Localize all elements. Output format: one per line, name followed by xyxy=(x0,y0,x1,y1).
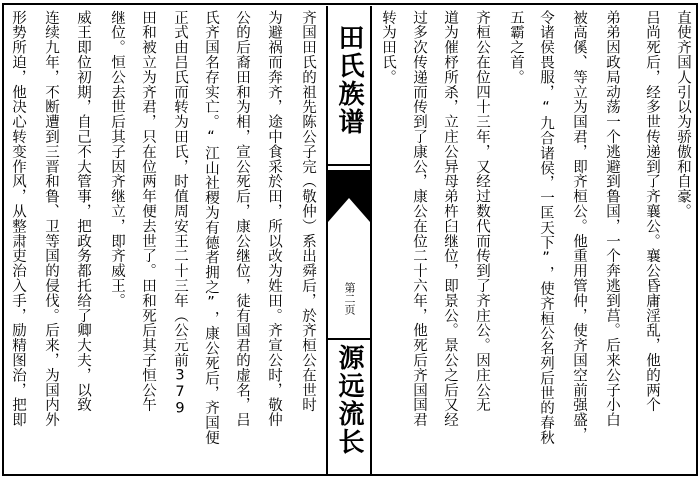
text-column-7: 齐桓公在位四十三年，又经过数代而传到了齐庄公。因庄公无 xyxy=(474,10,490,413)
title-divider xyxy=(328,164,370,166)
text-column-2: 吕尚死后，经多世传递到了齐襄公。襄公昏庸淫乱，他的两个 xyxy=(644,10,660,413)
text-column-3: 弟弟因政局动荡一个逃避到鲁国，一个奔逃到莒。后来公子小白 xyxy=(604,10,620,428)
text-column-16: 田和被立为齐君，只在位两年便去世了。田和死后其子恒公午 xyxy=(140,10,156,413)
text-column-15: 正式由吕氏而转为田氏，时值周安王二十三年（公元前379 xyxy=(172,10,188,417)
center-spine xyxy=(326,6,372,474)
text-column-20: 形势所迫，他决心转变作风，从整肃吏治入手，励精图治，把即 xyxy=(10,10,26,428)
text-column-5: 令诸侯畏服，“九合诸侯，一匡天下”，使齐桓公名列后世的春秋 xyxy=(538,10,554,446)
section-divider xyxy=(328,338,370,340)
text-column-1: 直使齐国人引以为骄傲和自豪。 xyxy=(675,10,691,219)
text-column-9: 过多次传递而传到了康公，康公在位二十六年，他死后齐国国君 xyxy=(411,10,427,428)
text-column-14: 氏齐国名存实亡。“江山社稷为有德者拥之”，康公死后，齐国便 xyxy=(203,10,219,446)
text-column-13: 公的后裔田和为相，宣公死后，康公继位，徒有国君的虚名，吕 xyxy=(234,10,250,428)
text-column-10: 转为田氏。 xyxy=(380,10,396,85)
text-column-12: 为避祸而奔齐，途中食采於田，所以改为姓田。齐宣公时，敬仲 xyxy=(266,10,282,428)
text-column-6: 五霸之首。 xyxy=(508,10,524,85)
page-number-label: 第二页 xyxy=(343,281,356,315)
text-column-11: 齐国田氏的祖先陈公子完（敬仲）系出舜后，於齐桓公在世时 xyxy=(300,10,316,413)
text-column-17: 继位。恒公去世后其子因齐继立，即齐威王。 xyxy=(109,10,125,308)
fishtail-ornament xyxy=(328,170,370,232)
text-column-8: 道为催杼所杀，立庄公异母弟杵臼继位，即景公。景公之后又经 xyxy=(442,10,458,428)
text-column-4: 被高傒、等立为国君，即齐桓公。他重用管仲，使齐国空前强盛， xyxy=(571,10,587,443)
text-column-19: 连续九年，不断遭到三晋和鲁、卫等国的侵伐。后来，为国内外 xyxy=(43,10,59,428)
section-title: 源远流长 xyxy=(334,344,364,456)
book-title: 田氏族谱 xyxy=(334,24,364,136)
text-column-18: 威王即位初期，自己不大管事，把政务都托给了卿大夫，以致 xyxy=(75,10,91,413)
